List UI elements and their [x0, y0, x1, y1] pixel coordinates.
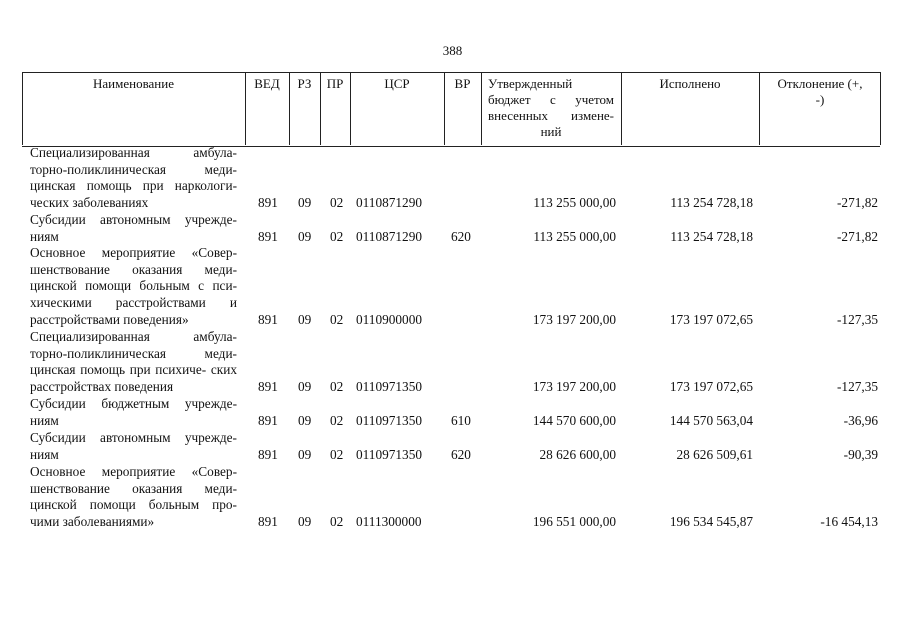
row-executed: 173 197 072,65: [669, 312, 753, 327]
header-ved: ВЕД: [254, 76, 280, 91]
row-pr: 02: [330, 195, 344, 210]
row-ved: 891: [258, 514, 278, 529]
row-name: Специализированная амбула- торно-поликлиническая меди- цинская помощь при наркологи- ческих заболеваниях: [30, 145, 237, 211]
row-pr: 02: [330, 229, 344, 244]
row-ved: 891: [258, 413, 278, 428]
row-vr: 610: [451, 413, 471, 428]
row-executed: 113 254 728,18: [670, 229, 753, 244]
row-budget: 113 255 000,00: [533, 195, 616, 210]
column-divider: [759, 72, 760, 145]
header-executed: Исполнено: [659, 76, 721, 91]
row-budget: 173 197 200,00: [532, 379, 616, 394]
row-ved: 891: [258, 312, 278, 327]
row-budget: 113 255 000,00: [533, 229, 616, 244]
row-rz: 09: [298, 195, 312, 210]
row-csr: 0110900000: [356, 312, 422, 327]
header-budget: Утвержденный бюджет с учетом внесенных измене- ний: [488, 76, 614, 139]
row-ved: 891: [258, 229, 278, 244]
row-executed: 173 197 072,65: [669, 379, 753, 394]
row-executed: 113 254 728,18: [670, 195, 753, 210]
row-name: Основное мероприятие «Совер- шенствование оказания меди- цинской помощи больным про- чими заболеваниями»: [30, 464, 237, 530]
row-deviation: -90,39: [843, 447, 878, 462]
row-executed: 144 570 563,04: [669, 413, 753, 428]
row-pr: 02: [330, 379, 344, 394]
row-csr: 0110871290: [356, 229, 422, 244]
row-deviation: -127,35: [837, 379, 878, 394]
column-divider: [481, 72, 482, 145]
row-pr: 02: [330, 312, 344, 327]
header-vr: ВР: [454, 76, 471, 91]
header-pr: ПР: [326, 76, 344, 91]
header-rz: РЗ: [297, 76, 312, 91]
row-budget: 173 197 200,00: [532, 312, 616, 327]
column-divider: [880, 72, 881, 145]
row-rz: 09: [298, 447, 312, 462]
header-name: Наименование: [93, 76, 174, 91]
row-csr: 0110971350: [356, 413, 422, 428]
row-deviation: -127,35: [837, 312, 878, 327]
row-vr: 620: [451, 229, 471, 244]
row-executed: 28 626 509,61: [676, 447, 753, 462]
row-name: Специализированная амбула- торно-поликлиническая меди- цинская помощь при психиче- ских расстройствах поведения: [30, 329, 237, 395]
row-rz: 09: [298, 229, 312, 244]
row-rz: 09: [298, 514, 312, 529]
row-name: Субсидии автономным учрежде- ниям: [30, 430, 237, 462]
row-pr: 02: [330, 413, 344, 428]
row-csr: 0110871290: [356, 195, 422, 210]
row-deviation: -271,82: [837, 229, 878, 244]
row-budget: 196 551 000,00: [532, 514, 616, 529]
row-executed: 196 534 545,87: [669, 514, 753, 529]
row-ved: 891: [258, 379, 278, 394]
row-ved: 891: [258, 195, 278, 210]
row-budget: 28 626 600,00: [539, 447, 616, 462]
row-name: Основное мероприятие «Совер- шенствование оказания меди- цинской помощи больным с пси- хическими расстройствами и расстройствами поведения»: [30, 245, 237, 327]
row-rz: 09: [298, 379, 312, 394]
row-vr: 620: [451, 447, 471, 462]
row-ved: 891: [258, 447, 278, 462]
row-name: Субсидии бюджетным учрежде- ниям: [30, 396, 237, 428]
row-pr: 02: [330, 447, 344, 462]
row-deviation: -16 454,13: [820, 514, 878, 529]
header-deviation: Отклонение (+, -): [777, 76, 863, 107]
row-deviation: -271,82: [837, 195, 878, 210]
row-rz: 09: [298, 413, 312, 428]
page-number: 388: [442, 43, 463, 58]
row-deviation: -36,96: [843, 413, 878, 428]
row-csr: 0110971350: [356, 379, 422, 394]
row-csr: 0110971350: [356, 447, 422, 462]
row-csr: 0111300000: [356, 514, 422, 529]
row-name: Субсидии автономным учрежде- ниям: [30, 212, 237, 244]
row-rz: 09: [298, 312, 312, 327]
row-budget: 144 570 600,00: [532, 413, 616, 428]
row-pr: 02: [330, 514, 344, 529]
header-csr: ЦСР: [384, 76, 410, 91]
